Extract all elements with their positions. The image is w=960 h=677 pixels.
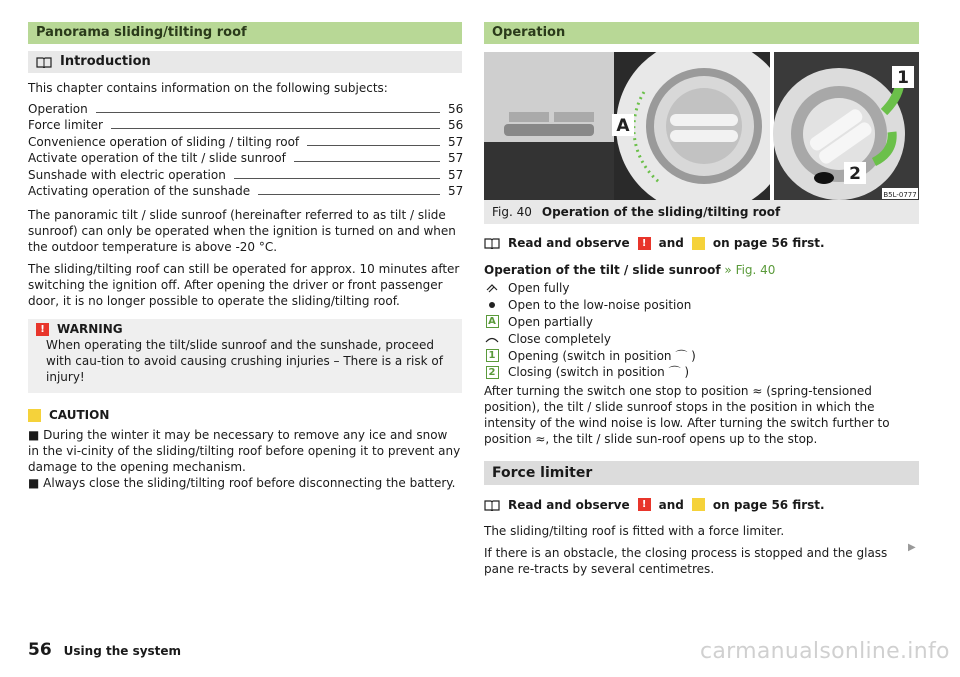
dot-icon	[484, 302, 500, 308]
tilt-icon	[484, 283, 500, 293]
warning-icon: !	[638, 237, 651, 250]
callout-2: 2	[849, 164, 861, 184]
legend-item: Open fully	[484, 280, 919, 297]
fig-link[interactable]: » Fig. 40	[724, 263, 776, 277]
callout-a: A	[616, 116, 630, 136]
toc-item[interactable]: Sunshade with electric operation 57	[28, 167, 464, 182]
key-2: 2	[486, 366, 499, 379]
operation-heading: Operation of the tilt / slide sunroof » Fig. 40	[484, 263, 776, 277]
toc-item[interactable]: Operation 56	[28, 101, 464, 116]
figure-code: B5L-0777	[883, 191, 917, 199]
caution-heading	[28, 407, 462, 423]
section-title-operation: Operation	[484, 22, 919, 44]
footer-section: Using the system	[63, 644, 182, 658]
next-page-arrow-icon: ▶	[908, 542, 916, 553]
paragraph: The sliding/tilting roof can still be operated for approx. 10 minutes after switching the ignition off. After opening the driver or front passenger door, it is no longer possible to operate the sliding/tilting roof.	[28, 262, 460, 308]
caution-icon: !	[692, 498, 705, 511]
legend-item: Open to the low-noise position	[484, 297, 919, 314]
paragraph: If there is an obstacle, the closing process is stopped and the glass pane re-tracts by several centimetres.	[484, 545, 888, 576]
read-and-observe: Read and observe ! and ! on page 56 first.	[484, 497, 919, 513]
toc-list	[28, 100, 462, 199]
toc-item[interactable]: Convenience operation of sliding / tilting roof 57	[28, 134, 464, 149]
caution-label: CAUTION	[49, 408, 110, 422]
section-title: Panorama sliding/tilting roof	[28, 22, 462, 44]
caution-text: ■ During the winter it may be necessary to remove any ice and snow in the vi-cinity of the sliding/tilting roof before opening it to prevent any damage to the opening mechanism. ■ Always close the sliding/tilting roof before disconnecting the battery.	[28, 428, 461, 490]
paragraph: The panoramic tilt / slide sunroof (hereinafter referred to as tilt / slide sunroof) can only be operated when the ignition is turned on and when the outdoor temperature is above -20 °C.	[28, 208, 456, 254]
page-number: 56	[28, 640, 52, 660]
intro-title: Introduction	[60, 54, 151, 69]
legend-item: 2 Closing (switch in position ⌒ )	[484, 364, 919, 381]
key-a: A	[486, 315, 499, 328]
figure-label: Fig. 40	[492, 205, 532, 219]
book-icon	[36, 56, 52, 68]
caution-icon: !	[28, 409, 41, 422]
intro-heading	[28, 51, 462, 73]
book-icon	[484, 237, 500, 249]
key-1: 1	[486, 349, 499, 362]
caution-icon: !	[692, 237, 705, 250]
legend-item: Close completely	[484, 330, 919, 347]
page-footer	[28, 642, 181, 659]
read-and-observe: Read and observe ! and ! on page 56 first.	[484, 235, 919, 251]
warning-box	[28, 319, 462, 393]
intro-lead: This chapter contains information on the following subjects:	[28, 81, 388, 95]
figure-caption	[484, 200, 919, 224]
right-column	[484, 22, 919, 577]
callout-1: 1	[897, 68, 909, 88]
paragraph: The sliding/tilting roof is fitted with a force limiter.	[484, 523, 785, 538]
legend-item: 1 Opening (switch in position ⌒ )	[484, 347, 919, 364]
warning-icon: !	[36, 323, 49, 336]
legend-item: A Open partially	[484, 314, 919, 331]
close-icon	[484, 335, 500, 343]
toc-item[interactable]: Force limiter 56	[28, 118, 464, 132]
toc-item[interactable]: Activating operation of the sunshade 57	[28, 184, 464, 198]
toc-item[interactable]: Activate operation of the tilt / slide sunroof 57	[28, 151, 464, 165]
book-icon	[484, 499, 500, 511]
force-limiter-heading: Force limiter	[484, 461, 919, 485]
paragraph: After turning the switch one stop to position ≈ (spring-tensioned position), the tilt / slide sunroof stops in the position in which the intensity of the wind noise is low. After turning the switch further to position ≈, the tilt / slide sun-roof opens up to the stop.	[484, 383, 890, 446]
watermark: carmanualsonline.info	[700, 639, 950, 664]
figure-title: Operation of the sliding/tilting roof	[541, 205, 781, 219]
figure-sunroof-switch	[484, 52, 919, 200]
warning-label: WARNING	[57, 322, 123, 336]
warning-icon: !	[638, 498, 651, 511]
legend-list	[484, 280, 919, 381]
warning-text: When operating the tilt/slide sunroof and the sunshade, proceed with cau-tion to avoid causing crushing injuries – There is a risk of injury!	[46, 338, 443, 384]
left-column	[28, 22, 462, 491]
